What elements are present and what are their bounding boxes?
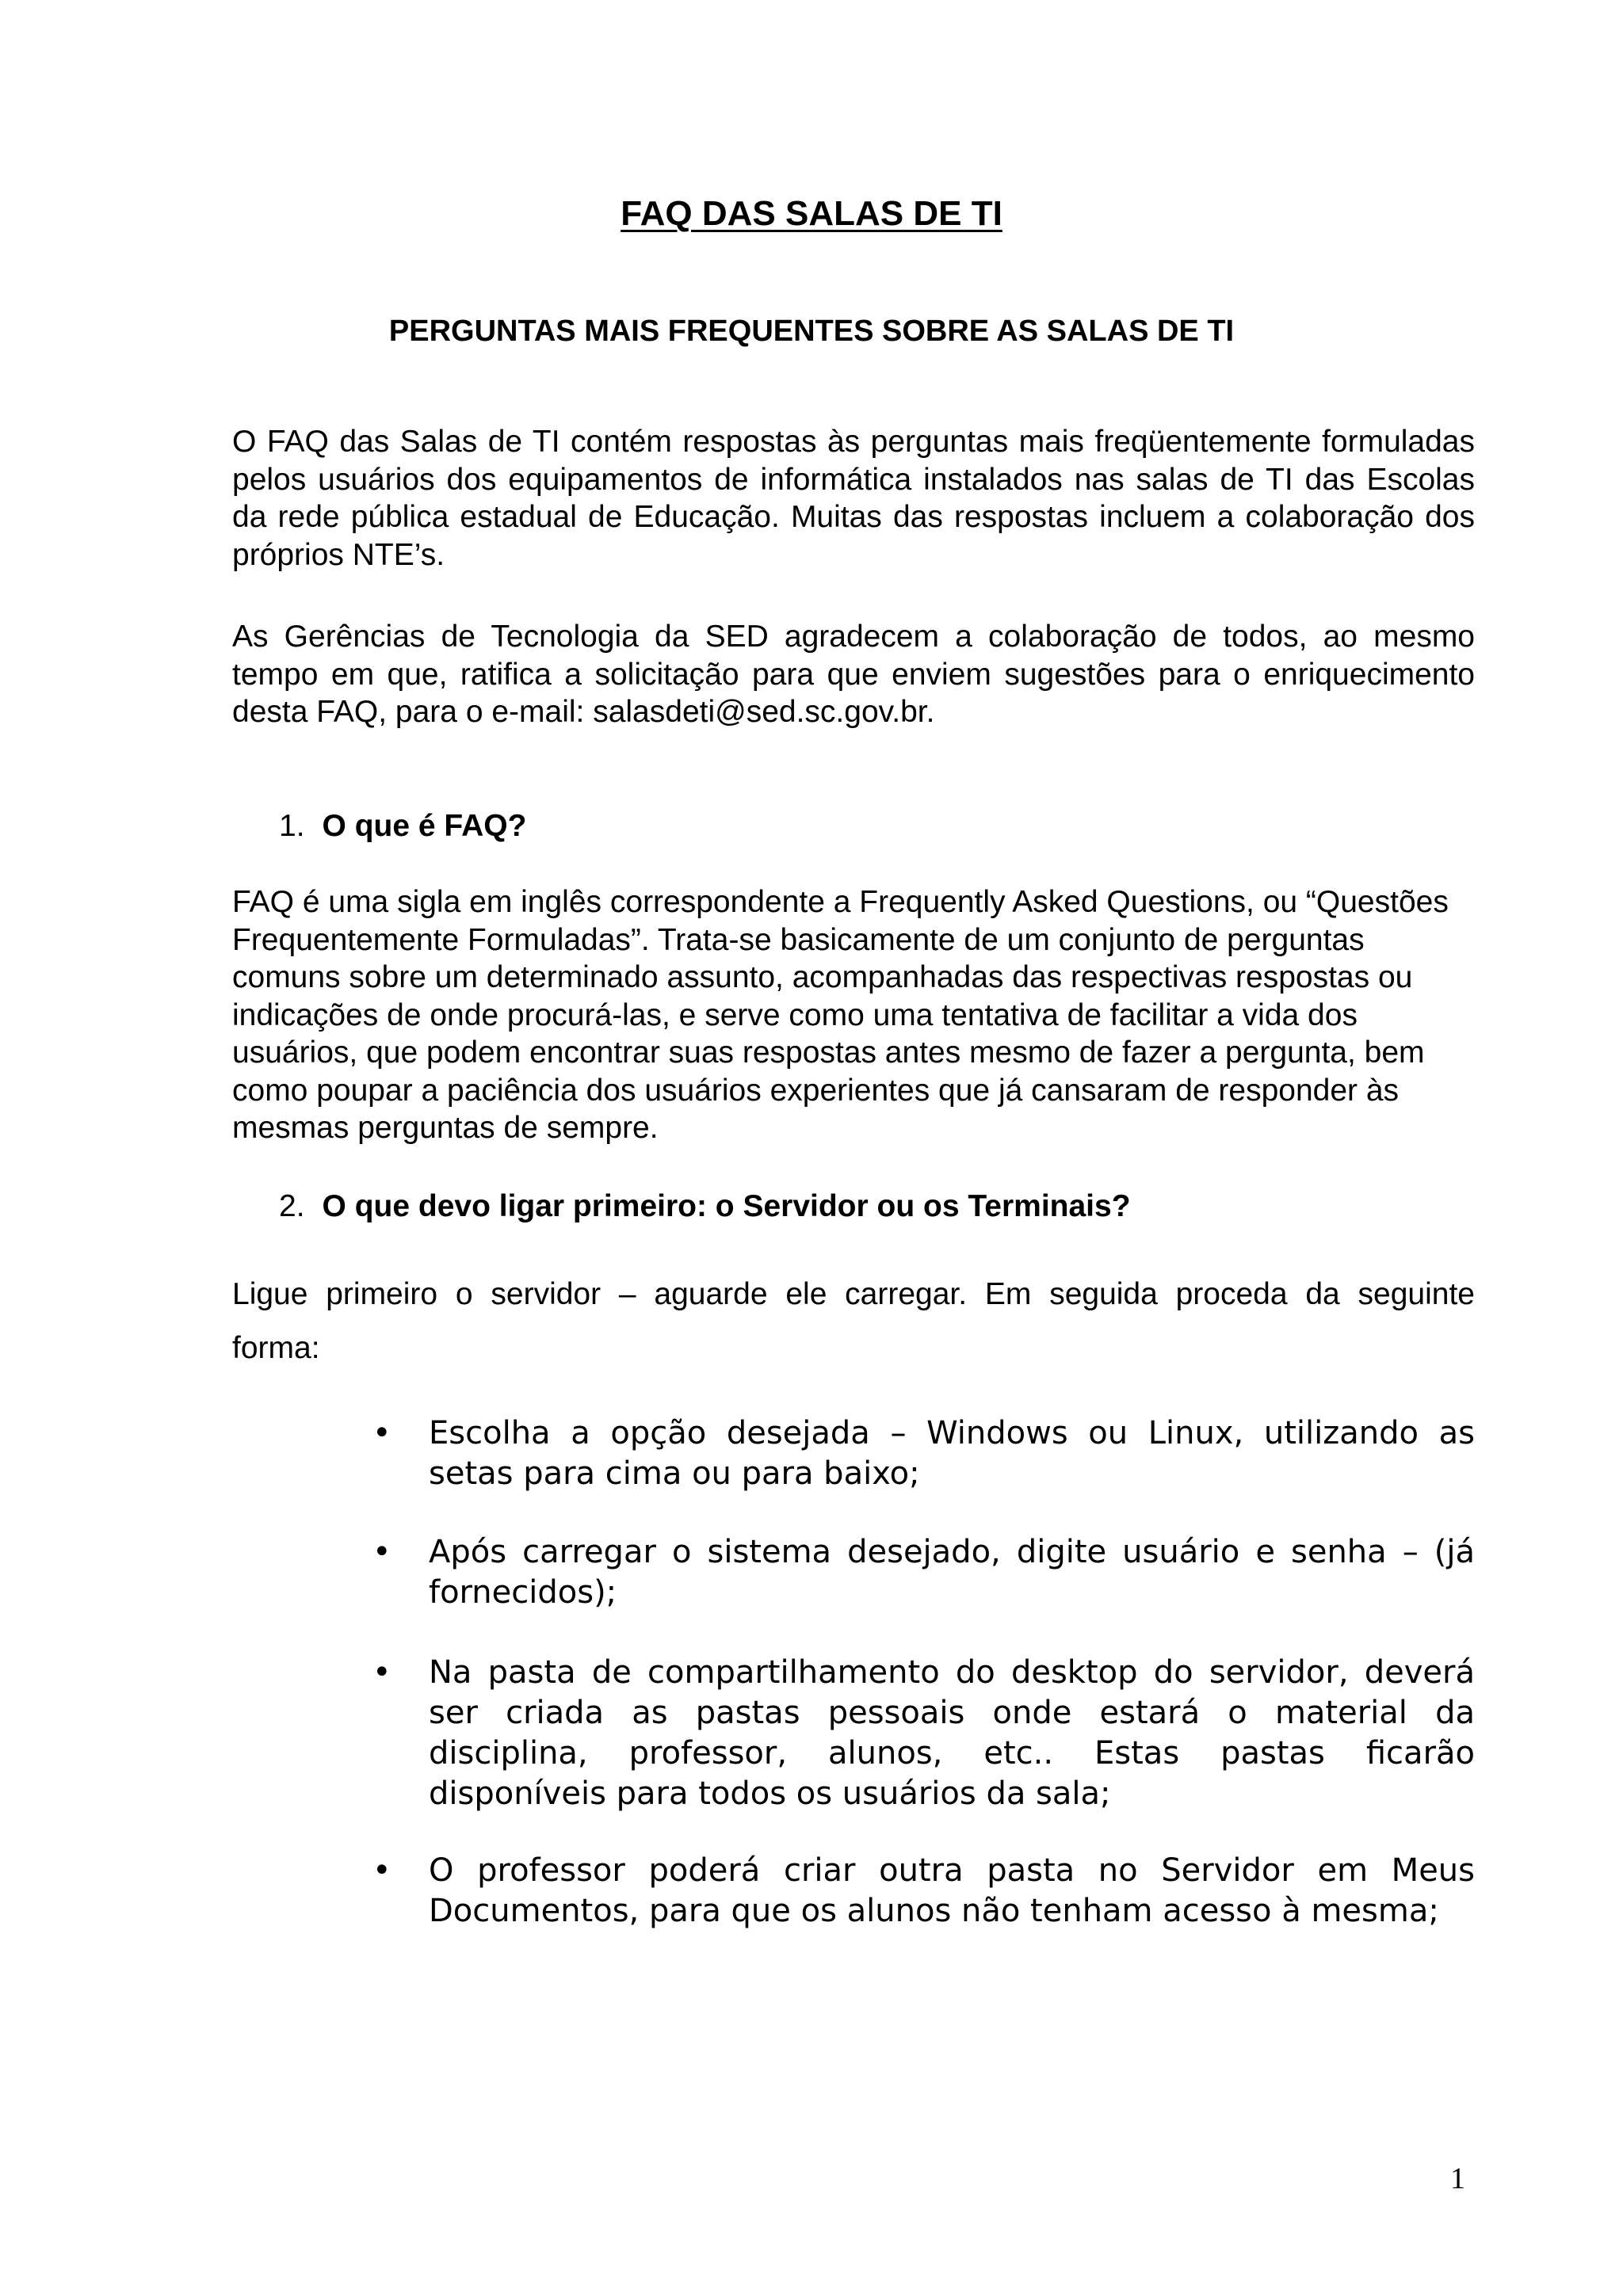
bullet-text: O professor poderá criar outra pasta no Servidor em Meus Documentos, para que os alunos não tenham acesso à mesma; [429, 1852, 1475, 1929]
intro-paragraph-1: O FAQ das Salas de TI contém respostas às perguntas mais freqüentemente formuladas pelos usuários dos equipamentos de informática instalados nas salas de TI das Escolas da rede pública estadual de Educação. Muitas das respostas incluem a colaboração dos próprios NTE’s. [232, 425, 1475, 572]
bullet-icon: • [372, 1534, 391, 1570]
page-number: 1 [1450, 2162, 1465, 2195]
page-subtitle: PERGUNTAS MAIS FREQUENTES SOBRE AS SALAS DE TI [388, 315, 1235, 348]
intro-paragraph-2: As Gerências de Tecnologia da SED agradecem a colaboração de todos, ao mesmo tempo em que, ratifica a solicitação para que enviem sugestões para o enriquecimento desta FAQ, para o e-mail: salasdeti@sed.sc.gov.br. [232, 620, 1475, 729]
bullet-icon: • [372, 1415, 391, 1451]
bullet-icon: • [372, 1654, 391, 1691]
page-title: FAQ DAS SALAS DE TI [621, 194, 1002, 233]
answer-paragraph-2-line-1: Ligue primeiro o servidor – aguarde ele carregar. Em seguida proceda da seguinte [232, 1277, 1475, 1311]
bullet-text: Escolha a opção desejada – Windows ou Linux, utilizando as setas para cima ou para baixo; [429, 1415, 1475, 1492]
question-heading-2 [279, 1187, 1131, 1226]
question-heading-1 [279, 807, 526, 846]
question-text: O que é FAQ? [322, 809, 527, 843]
question-number: 2. [279, 1189, 305, 1223]
answer-paragraph-2-line-2: forma: [232, 1331, 320, 1365]
question-text: O que devo ligar primeiro: o Servidor ou os Terminais? [322, 1189, 1131, 1223]
answer-paragraph-1: FAQ é uma sigla em inglês correspondente a Frequently Asked Questions, ou “Questões Frequentemente Formuladas”. Trata-se basicamente de um conjunto de perguntas comuns sobre um determinado assunto, acompanhadas das respectivas respostas ou indicações de onde procurá-las, e serve como uma tentativa de facilitar a vida dos usuários, que podem encontrar suas respostas antes mesmo de fazer a pergunta, bem como poupar a paciência dos usuários experientes que já cansaram de responder às mesmas perguntas de sempre. [232, 885, 1449, 1145]
bullet-text: Após carregar o sistema desejado, digite usuário e senha – (já fornecidos); [429, 1534, 1475, 1611]
question-number: 1. [279, 809, 305, 843]
bullet-icon: • [372, 1852, 391, 1889]
bullet-text: Na pasta de compartilhamento do desktop do servidor, deverá ser criada as pastas pessoais onde estará o material da disciplina, professor, alunos, etc.. Estas pastas ficarão disponíveis para todos os usuários da sala; [429, 1654, 1475, 1812]
